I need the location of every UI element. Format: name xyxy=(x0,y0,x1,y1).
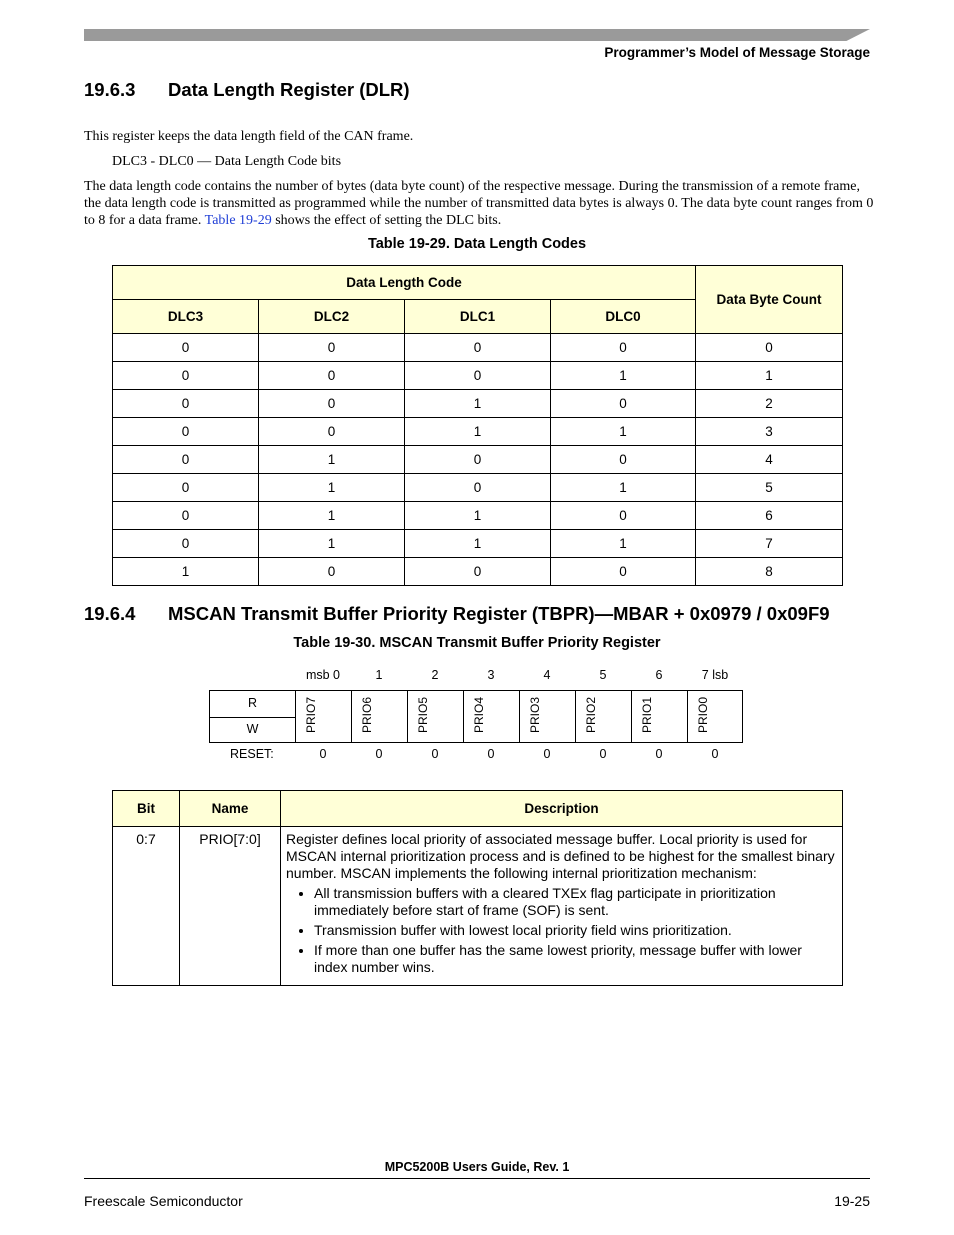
table-cell: 2 xyxy=(696,390,843,418)
table-cell: 0 xyxy=(113,474,259,502)
table-cell: 0 xyxy=(259,334,405,362)
table-cell: 0 xyxy=(113,362,259,390)
table-cell: 1 xyxy=(259,530,405,558)
reset-value: 0 xyxy=(487,747,495,761)
table-cell: 1 xyxy=(259,446,405,474)
table-row xyxy=(113,334,843,362)
table-cell: 0 xyxy=(405,558,551,586)
table-cell: 0 xyxy=(113,502,259,530)
bit-number: 6 xyxy=(655,668,663,682)
table-cell: 1 xyxy=(259,474,405,502)
register-field xyxy=(352,691,408,742)
page-number: 19-25 xyxy=(834,1193,870,1209)
table-link[interactable]: Table 19-29 xyxy=(204,213,272,228)
table-caption-dlc: Table 19-29. Data Length Codes xyxy=(367,236,587,252)
footer-guide-title: MPC5200B Users Guide, Rev. 1 xyxy=(384,1160,570,1174)
table-cell: 1 xyxy=(405,502,551,530)
body-paragraph xyxy=(84,178,874,229)
section-number: 19.6.4 xyxy=(84,603,136,624)
list-item: • Transmission buffer with lowest local priority field wins prioritization. xyxy=(314,922,836,939)
count-header: Data Byte Count xyxy=(696,266,843,334)
register-field xyxy=(296,691,352,742)
table-cell: 4 xyxy=(696,446,843,474)
reset-value: 0 xyxy=(319,747,327,761)
table-cell: 0 xyxy=(113,418,259,446)
list-item: • If more than one buffer has the same lowest priority, message buffer with lower index number wins. xyxy=(314,942,836,976)
table-cell: 0 xyxy=(696,334,843,362)
table-row xyxy=(113,502,843,530)
header-rule xyxy=(84,29,870,41)
body-text-1: The data length code contains the number of bytes (data byte count) of the respective message. During the transmission of a remote frame, the data length code is transmitted as programmed while the number of transmitted data bytes is always 0. The data byte count ranges from 0 to 8 for a data frame. xyxy=(84,179,874,228)
register-field xyxy=(464,691,520,742)
bit-number: 4 xyxy=(543,668,551,682)
field-description-table xyxy=(112,790,843,986)
table-row xyxy=(113,418,843,446)
register-field xyxy=(576,691,632,742)
column-header: DLC1 xyxy=(405,300,551,334)
column-header: DLC2 xyxy=(259,300,405,334)
table-cell: 0 xyxy=(259,390,405,418)
table-caption-register: Table 19-30. MSCAN Transmit Buffer Priority Register xyxy=(293,635,661,651)
column-header: DLC3 xyxy=(113,300,259,334)
description-cell xyxy=(281,827,843,986)
reset-value: 0 xyxy=(655,747,663,761)
table-cell: 8 xyxy=(696,558,843,586)
table-cell: 1 xyxy=(113,558,259,586)
table-cell: 1 xyxy=(259,502,405,530)
group-header: Data Length Code xyxy=(113,266,696,300)
table-cell: 0 xyxy=(113,530,259,558)
reset-value: 0 xyxy=(599,747,607,761)
bit-cell: 0:7 xyxy=(113,827,180,986)
register-field xyxy=(632,691,688,742)
table-cell: 1 xyxy=(696,362,843,390)
table-cell: 1 xyxy=(405,418,551,446)
table-cell: 0 xyxy=(259,418,405,446)
field-label: PRIO1 xyxy=(640,697,654,734)
field-label: PRIO7 xyxy=(304,697,318,734)
table-cell: 0 xyxy=(113,446,259,474)
running-header: Programmer’s Model of Message Storage xyxy=(604,45,870,60)
table-cell: 1 xyxy=(551,418,696,446)
list-item: • All transmission buffers with a cleared TXEx flag participate in prioritization immediately before start of frame (SOF) is sent. xyxy=(314,885,836,919)
register-field xyxy=(520,691,576,742)
bits-line: DLC3 - DLC0 — Data Length Code bits xyxy=(112,154,342,169)
table-row xyxy=(113,390,843,418)
bit-header: Bit xyxy=(113,791,180,827)
register-field xyxy=(688,691,744,742)
bit-number: 7 lsb xyxy=(701,668,729,682)
section-title: Data Length Register (DLR) xyxy=(168,79,410,100)
data-length-table xyxy=(112,265,843,586)
table-row xyxy=(113,827,843,986)
table-row xyxy=(113,446,843,474)
table-cell: 0 xyxy=(551,502,696,530)
description-header: Description xyxy=(281,791,843,827)
bit-number: 2 xyxy=(431,668,439,682)
table-cell: 0 xyxy=(113,390,259,418)
table-cell: 0 xyxy=(405,362,551,390)
table-cell: 1 xyxy=(551,474,696,502)
reset-value: 0 xyxy=(711,747,719,761)
field-label: PRIO0 xyxy=(696,697,710,734)
table-cell: 0 xyxy=(259,362,405,390)
bit-number: 1 xyxy=(375,668,383,682)
table-row xyxy=(113,558,843,586)
read-label: R xyxy=(210,691,295,718)
name-cell: PRIO[7:0] xyxy=(180,827,281,986)
table-cell: 0 xyxy=(405,446,551,474)
table-row xyxy=(113,530,843,558)
write-label: W xyxy=(246,722,259,736)
name-header: Name xyxy=(180,791,281,827)
table-cell: 0 xyxy=(551,390,696,418)
table-cell: 3 xyxy=(696,418,843,446)
bit-number: 5 xyxy=(599,668,607,682)
register-field xyxy=(408,691,464,742)
footer-company: Freescale Semiconductor xyxy=(84,1193,243,1209)
field-label: PRIO3 xyxy=(528,697,542,734)
field-label: PRIO5 xyxy=(416,697,430,734)
reset-label: RESET: xyxy=(230,747,274,761)
table-cell: 7 xyxy=(696,530,843,558)
table-row xyxy=(113,474,843,502)
intro-paragraph: This register keeps the data length field of the CAN frame. xyxy=(84,129,414,144)
reset-value: 0 xyxy=(431,747,439,761)
table-cell: 1 xyxy=(405,530,551,558)
table-cell: 5 xyxy=(696,474,843,502)
read-write-labels xyxy=(210,691,296,742)
table-cell: 0 xyxy=(113,334,259,362)
table-cell: 1 xyxy=(405,390,551,418)
footer-rule xyxy=(84,1178,870,1179)
bit-number: 3 xyxy=(487,668,495,682)
bit-number: msb 0 xyxy=(305,668,341,682)
table-cell: 0 xyxy=(405,474,551,502)
reset-value: 0 xyxy=(543,747,551,761)
field-label: PRIO6 xyxy=(360,697,374,734)
reset-value: 0 xyxy=(375,747,383,761)
table-cell: 0 xyxy=(551,446,696,474)
section-heading-dlr xyxy=(84,79,410,101)
column-header: DLC0 xyxy=(551,300,696,334)
field-label: PRIO4 xyxy=(472,697,486,734)
description-text: Register defines local priority of associated message buffer. Local priority is used for MSCAN internal prioritization process and is defined to be highest for the smallest binary number. MSCAN implements the following internal prioritization mechanism: xyxy=(286,831,835,881)
table-cell: 0 xyxy=(405,334,551,362)
table-cell: 1 xyxy=(551,530,696,558)
bullet-list xyxy=(286,885,836,976)
body-text-2: shows the effect of setting the DLC bits. xyxy=(271,213,502,228)
table-cell: 1 xyxy=(551,362,696,390)
table-cell: 0 xyxy=(259,558,405,586)
table-row xyxy=(113,362,843,390)
section-number: 19.6.3 xyxy=(84,79,136,100)
field-label: PRIO2 xyxy=(584,697,598,734)
table-cell: 6 xyxy=(696,502,843,530)
section-title: MSCAN Transmit Buffer Priority Register (TBPR)—MBAR + 0x0979 / 0x09F9 xyxy=(168,603,830,624)
table-cell: 0 xyxy=(551,334,696,362)
register-diagram xyxy=(209,690,743,743)
table-cell: 0 xyxy=(551,558,696,586)
section-heading-tbpr xyxy=(84,603,830,625)
